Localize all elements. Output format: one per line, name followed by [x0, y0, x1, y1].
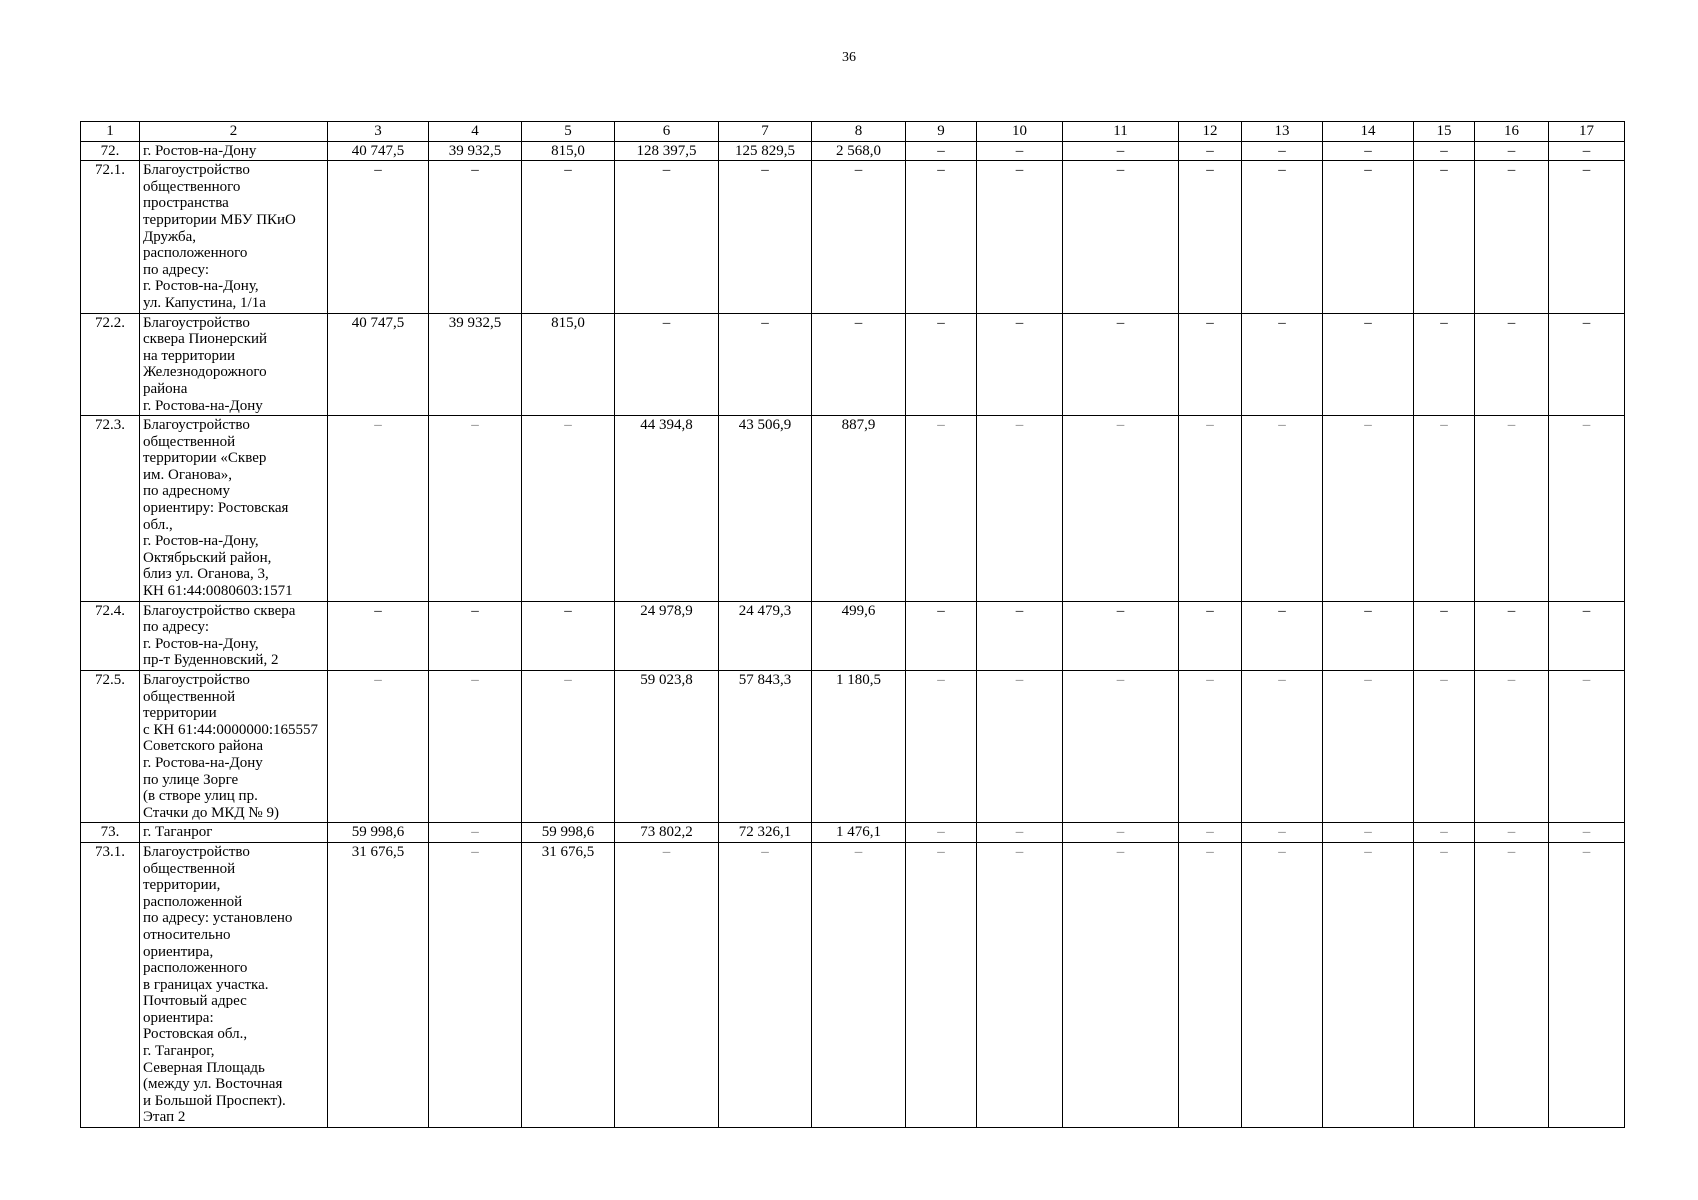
value-cell: –: [522, 671, 615, 823]
row-number: 72.3.: [81, 416, 140, 602]
column-header: 12: [1179, 122, 1242, 142]
row-number: 72.1.: [81, 161, 140, 313]
value-cell: –: [1179, 416, 1242, 602]
value-cell: –: [1414, 141, 1475, 161]
column-number-row: [81, 122, 1625, 142]
value-cell: –: [1549, 416, 1625, 602]
row-number: 72.4.: [81, 601, 140, 670]
value-cell: –: [719, 313, 812, 416]
page-number: 36: [842, 50, 856, 65]
value-cell: 59 023,8: [615, 671, 719, 823]
value-cell: –: [1063, 313, 1179, 416]
value-cell: –: [1179, 601, 1242, 670]
value-cell: –: [328, 671, 429, 823]
value-cell: –: [1475, 823, 1549, 843]
value-cell: –: [977, 161, 1063, 313]
value-cell: –: [906, 842, 977, 1127]
value-cell: –: [812, 161, 906, 313]
column-header: 15: [1414, 122, 1475, 142]
row-description: Благоустройство сквера по адресу: г. Ростов-на-Дону, пр-т Буденновский, 2: [140, 601, 328, 670]
value-cell: –: [1179, 141, 1242, 161]
value-cell: –: [1475, 141, 1549, 161]
value-cell: –: [1549, 313, 1625, 416]
value-cell: 39 932,5: [429, 313, 522, 416]
value-cell: 1 476,1: [812, 823, 906, 843]
value-cell: –: [1242, 141, 1323, 161]
value-cell: –: [1242, 823, 1323, 843]
value-cell: –: [1242, 416, 1323, 602]
value-cell: –: [977, 823, 1063, 843]
value-cell: –: [906, 416, 977, 602]
table-row: [81, 842, 1625, 1127]
value-cell: –: [906, 313, 977, 416]
value-cell: –: [429, 601, 522, 670]
value-cell: –: [1323, 313, 1414, 416]
column-header: 9: [906, 122, 977, 142]
value-cell: –: [429, 842, 522, 1127]
value-cell: –: [1323, 416, 1414, 602]
value-cell: –: [1242, 161, 1323, 313]
value-cell: 2 568,0: [812, 141, 906, 161]
value-cell: 73 802,2: [615, 823, 719, 843]
value-cell: –: [906, 823, 977, 843]
value-cell: –: [1475, 842, 1549, 1127]
row-description: Благоустройство общественной территории, расположенной по адресу: установлено относительно ориентира, расположенного в границах участка. Почтовый адрес ориентира: Ростовская обл., г. Таганрог, Северная Площадь (между ул. Восточная и Большой Проспект). Этап 2: [140, 842, 328, 1127]
value-cell: –: [1414, 601, 1475, 670]
value-cell: –: [522, 161, 615, 313]
column-header: 16: [1475, 122, 1549, 142]
value-cell: –: [1475, 601, 1549, 670]
value-cell: –: [522, 416, 615, 602]
value-cell: –: [906, 601, 977, 670]
table-row: [81, 671, 1625, 823]
value-cell: –: [429, 161, 522, 313]
value-cell: 59 998,6: [328, 823, 429, 843]
value-cell: –: [1323, 671, 1414, 823]
row-description: Благоустройство сквера Пионерский на территории Железнодорожного района г. Ростова-на-Дону: [140, 313, 328, 416]
value-cell: –: [1063, 823, 1179, 843]
column-header: 1: [81, 122, 140, 142]
value-cell: 43 506,9: [719, 416, 812, 602]
value-cell: 40 747,5: [328, 141, 429, 161]
value-cell: –: [1549, 161, 1625, 313]
value-cell: –: [906, 161, 977, 313]
column-header: 10: [977, 122, 1063, 142]
value-cell: –: [906, 141, 977, 161]
value-cell: –: [1414, 823, 1475, 843]
value-cell: –: [719, 842, 812, 1127]
value-cell: –: [977, 671, 1063, 823]
column-header: 17: [1549, 122, 1625, 142]
column-header: 7: [719, 122, 812, 142]
value-cell: –: [429, 416, 522, 602]
value-cell: –: [977, 842, 1063, 1127]
value-cell: –: [1063, 601, 1179, 670]
value-cell: –: [1063, 842, 1179, 1127]
value-cell: –: [1549, 141, 1625, 161]
value-cell: –: [615, 842, 719, 1127]
value-cell: 24 479,3: [719, 601, 812, 670]
value-cell: –: [812, 313, 906, 416]
row-description: Благоустройство общественного пространства территории МБУ ПКиО Дружба, расположенного по адресу: г. Ростов-на-Дону, ул. Капустина, 1/1а: [140, 161, 328, 313]
row-number: 72.: [81, 141, 140, 161]
value-cell: 31 676,5: [522, 842, 615, 1127]
column-header: 2: [140, 122, 328, 142]
column-header: 6: [615, 122, 719, 142]
column-header: 3: [328, 122, 429, 142]
row-description: г. Ростов-на-Дону: [140, 141, 328, 161]
row-number: 72.2.: [81, 313, 140, 416]
value-cell: –: [1242, 313, 1323, 416]
value-cell: –: [1475, 313, 1549, 416]
value-cell: 72 326,1: [719, 823, 812, 843]
table-row: [81, 161, 1625, 313]
column-header: 11: [1063, 122, 1179, 142]
value-cell: –: [1323, 161, 1414, 313]
table-row: [81, 313, 1625, 416]
value-cell: –: [1242, 601, 1323, 670]
value-cell: 40 747,5: [328, 313, 429, 416]
value-cell: –: [615, 161, 719, 313]
value-cell: –: [429, 671, 522, 823]
value-cell: –: [328, 416, 429, 602]
value-cell: –: [328, 161, 429, 313]
value-cell: –: [328, 601, 429, 670]
value-cell: 31 676,5: [328, 842, 429, 1127]
value-cell: –: [1323, 823, 1414, 843]
value-cell: –: [977, 416, 1063, 602]
column-header: 8: [812, 122, 906, 142]
value-cell: 499,6: [812, 601, 906, 670]
value-cell: –: [906, 671, 977, 823]
row-number: 73.1.: [81, 842, 140, 1127]
value-cell: –: [977, 601, 1063, 670]
value-cell: –: [1179, 842, 1242, 1127]
value-cell: 1 180,5: [812, 671, 906, 823]
value-cell: –: [1063, 141, 1179, 161]
value-cell: –: [1549, 671, 1625, 823]
table-row: [81, 416, 1625, 602]
value-cell: –: [1549, 823, 1625, 843]
row-description: г. Таганрог: [140, 823, 328, 843]
value-cell: –: [1179, 161, 1242, 313]
value-cell: 24 978,9: [615, 601, 719, 670]
column-header: 13: [1242, 122, 1323, 142]
column-header: 4: [429, 122, 522, 142]
value-cell: 57 843,3: [719, 671, 812, 823]
value-cell: –: [977, 313, 1063, 416]
value-cell: –: [429, 823, 522, 843]
table-row: [81, 601, 1625, 670]
value-cell: –: [1549, 601, 1625, 670]
value-cell: 39 932,5: [429, 141, 522, 161]
value-cell: –: [1414, 842, 1475, 1127]
row-description: Благоустройство общественной территории с КН 61:44:0000000:165557 Советского района г. Ростова-на-Дону по улице Зорге (в створе улиц пр. Стачки до МКД № 9): [140, 671, 328, 823]
value-cell: 128 397,5: [615, 141, 719, 161]
value-cell: –: [1179, 823, 1242, 843]
value-cell: 59 998,6: [522, 823, 615, 843]
value-cell: –: [1063, 671, 1179, 823]
value-cell: –: [1179, 313, 1242, 416]
row-number: 72.5.: [81, 671, 140, 823]
value-cell: –: [1323, 842, 1414, 1127]
value-cell: 887,9: [812, 416, 906, 602]
value-cell: 815,0: [522, 141, 615, 161]
value-cell: –: [1323, 601, 1414, 670]
table-row: [81, 823, 1625, 843]
value-cell: –: [1414, 416, 1475, 602]
value-cell: –: [1242, 842, 1323, 1127]
value-cell: –: [615, 313, 719, 416]
value-cell: –: [1414, 161, 1475, 313]
value-cell: 815,0: [522, 313, 615, 416]
column-header: 14: [1323, 122, 1414, 142]
value-cell: –: [1063, 161, 1179, 313]
value-cell: –: [977, 141, 1063, 161]
value-cell: –: [522, 601, 615, 670]
row-description: Благоустройство общественной территории «Сквер им. Оганова», по адресному ориентиру: Ростовская обл., г. Ростов-на-Дону, Октябрьский район, близ ул. Оганова, 3, КН 61:44:0080603:1571: [140, 416, 328, 602]
column-header: 5: [522, 122, 615, 142]
value-cell: –: [1063, 416, 1179, 602]
row-number: 73.: [81, 823, 140, 843]
budget-table: [80, 121, 1625, 1128]
value-cell: –: [1323, 141, 1414, 161]
value-cell: 44 394,8: [615, 416, 719, 602]
value-cell: –: [719, 161, 812, 313]
table-body: [81, 141, 1625, 1127]
table-row: [81, 141, 1625, 161]
value-cell: –: [1475, 161, 1549, 313]
value-cell: –: [1414, 313, 1475, 416]
value-cell: –: [1242, 671, 1323, 823]
value-cell: 125 829,5: [719, 141, 812, 161]
value-cell: –: [1475, 671, 1549, 823]
value-cell: –: [1549, 842, 1625, 1127]
value-cell: –: [1179, 671, 1242, 823]
value-cell: –: [1475, 416, 1549, 602]
value-cell: –: [1414, 671, 1475, 823]
value-cell: –: [812, 842, 906, 1127]
